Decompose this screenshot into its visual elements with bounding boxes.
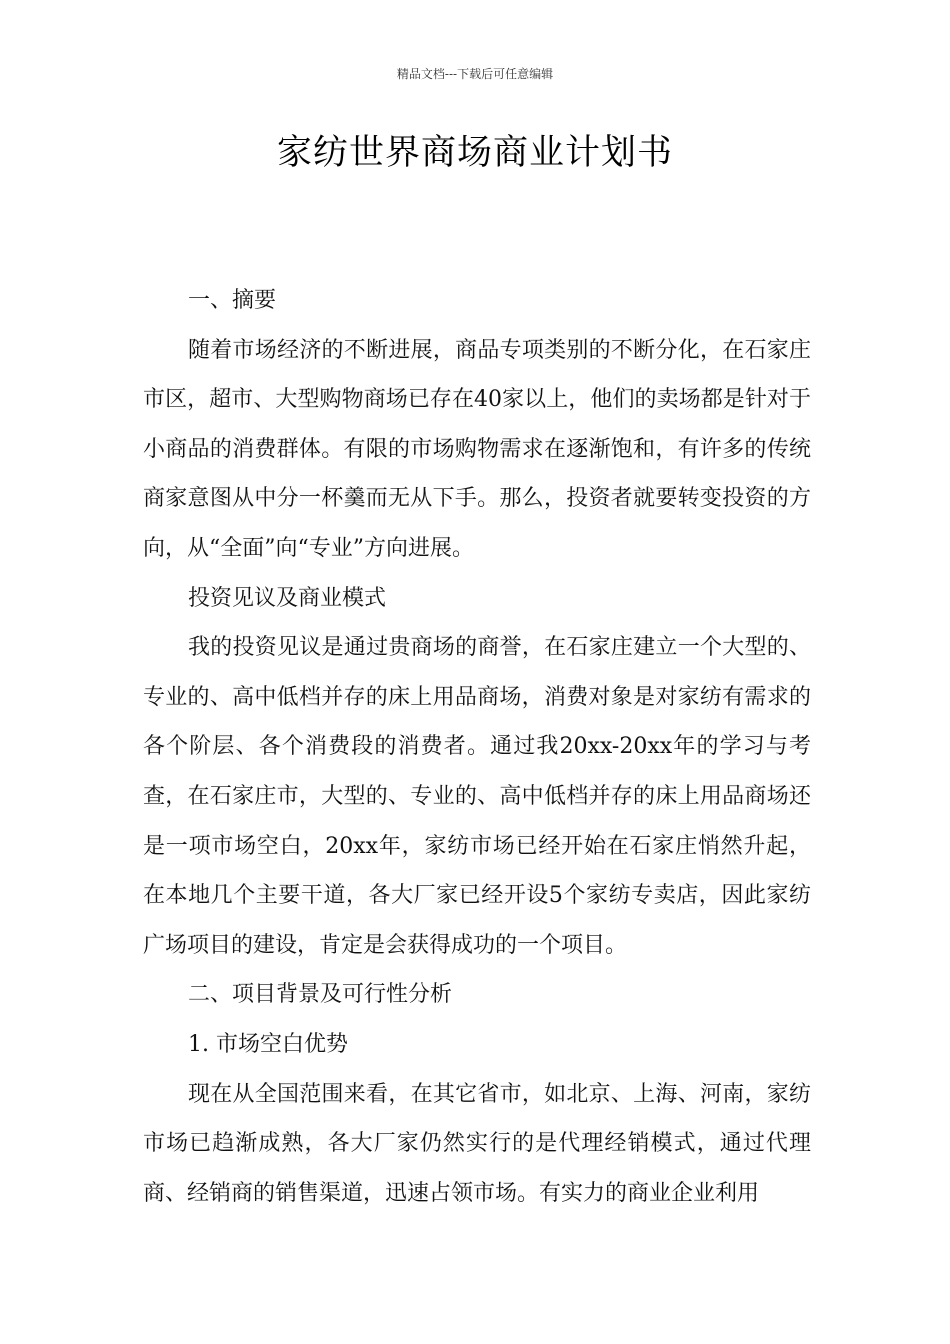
section-heading-background: 二、项目背景及可行性分析 <box>188 982 453 1008</box>
document-body <box>143 276 811 1218</box>
subheading-investment-model: 投资见议及商业模式 <box>188 585 387 611</box>
header-note: 精品文档---下载后可任意编辑 <box>396 67 554 81</box>
paragraph-investment-proposal: 我的投资见议是通过贵商场的商誉，在石家庄建立一个大型的、专业的、高中低档并存的床上用品商场，消费对象是对家纺有需求的各个阶层、各个消费段的消费者。通过我20xx-20xx年的学习与考查，在石家庄市，大型的、专业的、高中低档并存的床上用品商场还是一项市场空白，20xx年，家纺市场已经开始在石家庄悄然升起，在本地几个主要干道，各大厂家已经开设5个家纺专卖店，因此家纺广场项目的建设，肯定是会获得成功的一个项目。 <box>143 635 811 958</box>
subheading-market-gap: 1. 市场空白优势 <box>188 1031 348 1057</box>
paragraph-national-market: 现在从全国范围来看，在其它省市，如北京、上海、河南，家纺市场已趋渐成熟，各大厂家仍然实行的是代理经销模式，通过代理商、经销商的销售渠道，迅速占领市场。有实力的商业企业利用 <box>143 1081 811 1206</box>
paragraph-market-overview: 随着市场经济的不断进展，商品专项类别的不断分化，在石家庄市区，超市、大型购物商场已存在40家以上，他们的卖场都是针对于小商品的消费群体。有限的市场购物需求在逐渐饱和，有许多的传统商家意图从中分一杯羹而无从下手。那么，投资者就要转变投资的方向，从“全面”向“专业”方向进展。 <box>143 337 811 561</box>
document-title: 家纺世界商场商业计划书 <box>276 133 673 173</box>
section-heading-summary: 一、摘要 <box>188 288 277 313</box>
